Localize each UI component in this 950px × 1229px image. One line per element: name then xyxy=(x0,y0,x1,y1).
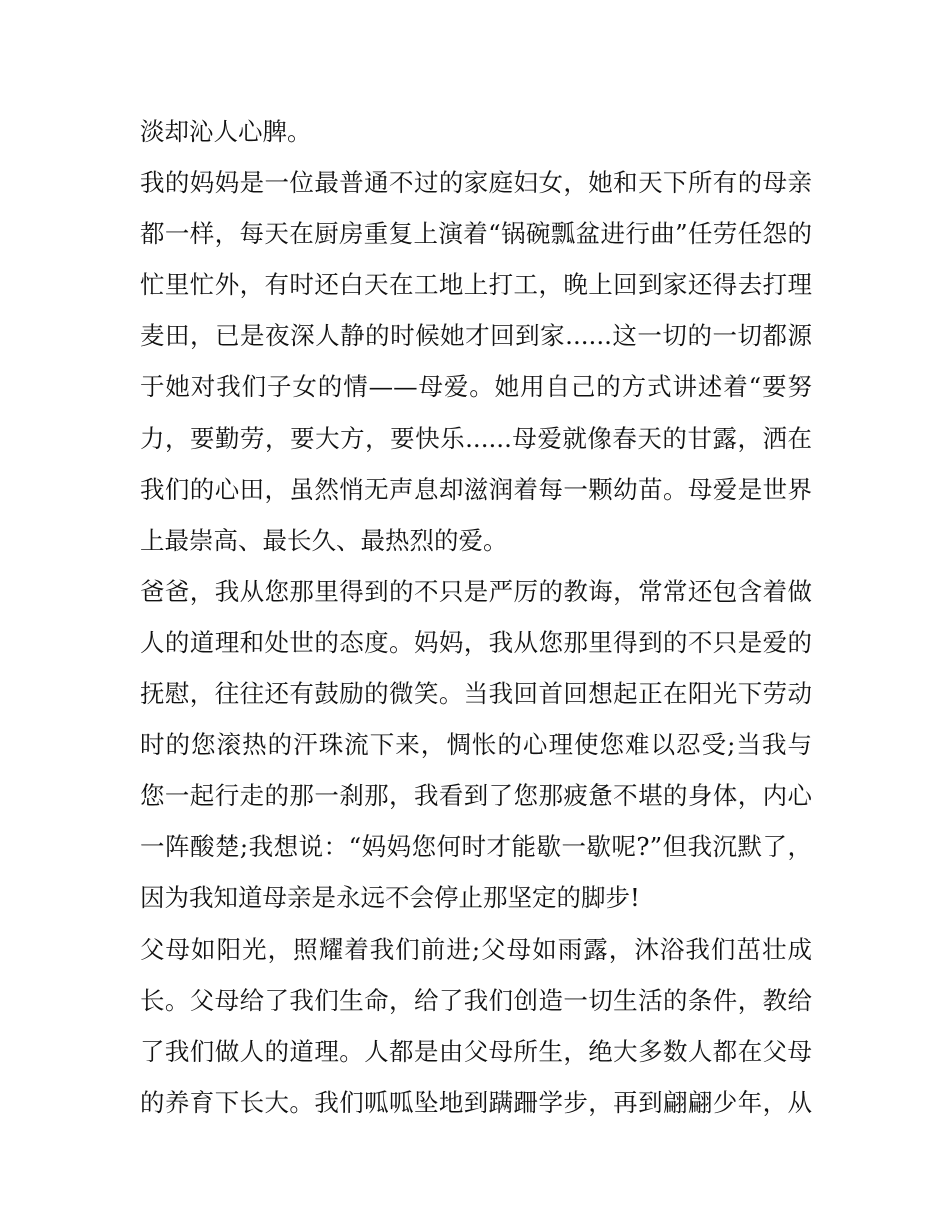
text-line: 了我们做人的道理。人都是由父母所生，绝大多数人都在父母 xyxy=(140,1036,812,1066)
text-line: 力，要勤劳，要大方，要快乐......母爱就像春天的甘露，洒在 xyxy=(140,423,812,453)
text-line: 上最崇高、最长久、最热烈的爱。 xyxy=(140,525,508,555)
text-line: 都一样，每天在厨房重复上演着“锅碗瓢盆进行曲”任劳任怨的 xyxy=(140,219,812,249)
text-line: 您一起行走的那一刹那，我看到了您那疲惫不堪的身体，内心 xyxy=(140,781,812,811)
text-line: 淡却沁人心脾。 xyxy=(140,117,312,146)
text-line: 时的您滚热的汗珠流下来，惆怅的心理使您难以忍受;当我与 xyxy=(140,730,812,760)
text-line: 忙里忙外，有时还白天在工地上打工，晚上回到家还得去打理 xyxy=(140,270,812,300)
text-line: 于她对我们子女的情——母爱。她用自己的方式讲述着“要努 xyxy=(140,372,812,402)
text-line: 爸爸，我从您那里得到的不只是严厉的教诲，常常还包含着做 xyxy=(140,576,812,606)
text-line: 麦田，已是夜深人静的时候她才回到家......这一切的一切都源 xyxy=(140,321,812,351)
document-body xyxy=(140,106,812,1128)
text-line: 因为我知道母亲是永远不会停止那坚定的脚步! xyxy=(140,883,640,913)
text-line: 的养育下长大。我们呱呱坠地到蹒跚学步，再到翩翩少年，从 xyxy=(140,1087,812,1117)
text-line: 长。父母给了我们生命，给了我们创造一切生活的条件，教给 xyxy=(140,985,812,1015)
text-line: 我们的心田，虽然悄无声息却滋润着每一颗幼苗。母爱是世界 xyxy=(140,474,812,504)
text-line: 抚慰，往往还有鼓励的微笑。当我回首回想起正在阳光下劳动 xyxy=(140,679,812,709)
text-line: 我的妈妈是一位最普通不过的家庭妇女，她和天下所有的母亲 xyxy=(140,168,812,198)
text-line: 一阵酸楚;我想说：“妈妈您何时才能歇一歇呢?”但我沉默了， xyxy=(140,832,812,862)
text-line: 人的道理和处世的态度。妈妈，我从您那里得到的不只是爱的 xyxy=(140,627,812,657)
text-line: 父母如阳光，照耀着我们前进;父母如雨露，沐浴我们茁壮成 xyxy=(140,934,812,964)
